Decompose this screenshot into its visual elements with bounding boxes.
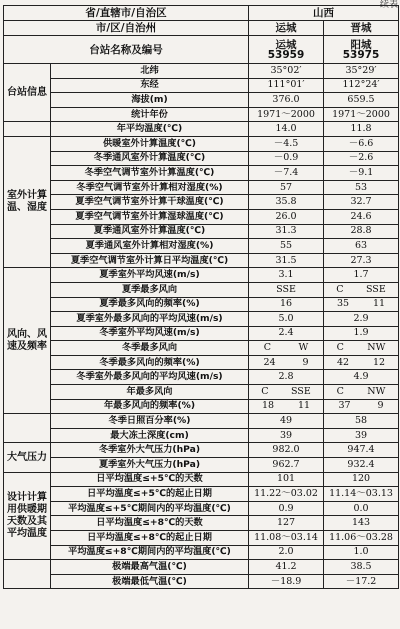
station-name: 阳城: [350, 38, 372, 51]
value-cell: 932.4: [324, 458, 399, 473]
value-part: 11: [297, 400, 311, 412]
value-cell: 143: [324, 516, 399, 531]
value-cell: 1971～2000: [249, 107, 324, 122]
table-row: [4, 224, 399, 239]
value-cell: 27.3: [324, 253, 399, 268]
item-label: 冬季通风室外计算温度(℃): [51, 151, 249, 166]
item-label: 东经: [51, 78, 249, 93]
value-cell: －18.9: [249, 574, 324, 589]
value-part: 37: [338, 400, 351, 412]
value-cell: 3.1: [249, 268, 324, 283]
value-part: C: [336, 283, 344, 295]
item-label: 日平均温度≤+8℃的起止日期: [51, 531, 249, 546]
value-cell: [249, 385, 324, 400]
table-row: [4, 136, 399, 151]
value-cell: 38.5: [324, 560, 399, 575]
table-row: [4, 268, 399, 283]
table-row: [4, 355, 399, 370]
value-cell: 2.0: [249, 545, 324, 560]
table-row: [4, 297, 399, 312]
table-row: [4, 253, 399, 268]
group-label: 台站信息: [4, 64, 51, 122]
value-cell: 28.8: [324, 224, 399, 239]
value-cell: 41.2: [249, 560, 324, 575]
item-label: 冬季空气调节室外计算温度(℃): [51, 166, 249, 181]
table-row: [4, 326, 399, 341]
table-row: [4, 560, 399, 575]
value-cell: 127: [249, 516, 324, 531]
item-label: 冬季日照百分率(%): [51, 414, 249, 429]
value-cell: [324, 341, 399, 356]
value-cell: 11.14～03.13: [324, 487, 399, 502]
value-pair: [325, 401, 397, 411]
value-cell: 24.6: [324, 209, 399, 224]
value-part: SSE: [290, 385, 311, 397]
group-label: [4, 122, 51, 137]
value-cell: 376.0: [249, 93, 324, 108]
station-name: 运城: [275, 38, 297, 51]
item-label: 统计年份: [51, 107, 249, 122]
item-label: 夏季室外大气压力(hPa): [51, 458, 249, 473]
value-part: C: [261, 385, 269, 397]
value-part: 18: [261, 400, 275, 412]
table-row: [4, 180, 399, 195]
item-label: 夏季最多风向: [51, 282, 249, 297]
table-row: [4, 78, 399, 93]
value-pair: [250, 401, 322, 411]
table-row: [4, 239, 399, 254]
table-row: [4, 64, 399, 79]
item-label: 冬季室外大气压力(hPa): [51, 443, 249, 458]
item-label: 冬季室外平均风速(m/s): [51, 326, 249, 341]
city-label: 市/区/自治州: [4, 21, 249, 36]
item-label: 夏季通风室外计算温度(℃): [51, 224, 249, 239]
value-cell: 32.7: [324, 195, 399, 210]
value-pair: [325, 358, 397, 368]
value-cell: 1.9: [324, 326, 399, 341]
item-label: 海拔(m): [51, 93, 249, 108]
station-code: 53959: [267, 48, 305, 61]
item-label: 北纬: [51, 64, 249, 79]
table-row: [4, 195, 399, 210]
station-label: 台站名称及编号: [4, 36, 249, 64]
group-label: 风向、风速及频率: [4, 268, 51, 414]
value-cell: 35°29′: [324, 64, 399, 79]
table-row: [4, 501, 399, 516]
value-cell: 0.0: [324, 501, 399, 516]
table-row: [4, 399, 399, 414]
table-row: [4, 545, 399, 560]
item-label: 夏季空气调节室外计算湿球温度(℃): [51, 209, 249, 224]
item-label: 冬季空气调节室外计算相对湿度(%): [51, 180, 249, 195]
value-cell: 659.5: [324, 93, 399, 108]
value-cell: 55: [249, 239, 324, 254]
table-row: [4, 370, 399, 385]
item-label: 平均温度≤+8℃期间内的平均温度(℃): [51, 545, 249, 560]
value-part: 24: [263, 356, 276, 368]
value-part: C: [336, 385, 344, 397]
value-cell: 962.7: [249, 458, 324, 473]
item-label: 年平均温度(℃): [51, 122, 249, 137]
value-cell: 1.0: [324, 545, 399, 560]
value-cell: 982.0: [249, 443, 324, 458]
item-label: 夏季室外最多风向的平均风速(m/s): [51, 312, 249, 327]
table-row: [4, 443, 399, 458]
header-row-city: [4, 21, 399, 36]
value-cell: 1971～2000: [324, 107, 399, 122]
value-cell: 1.7: [324, 268, 399, 283]
value-part: 42: [336, 356, 350, 368]
value-cell: 2.8: [249, 370, 324, 385]
value-cell: 58: [324, 414, 399, 429]
province-value: 山西: [249, 6, 399, 21]
value-cell: －0.9: [249, 151, 324, 166]
value-cell: －7.4: [249, 166, 324, 181]
value-cell: 11.06～03.28: [324, 531, 399, 546]
item-label: 夏季空气调节室外计算干球温度(℃): [51, 195, 249, 210]
item-label: 年最多风向: [51, 385, 249, 400]
value-cell: 14.0: [249, 122, 324, 137]
item-label: 夏季空气调节室外计算日平均温度(℃): [51, 253, 249, 268]
value-part: C: [263, 342, 272, 354]
value-cell: 112°24′: [324, 78, 399, 93]
value-cell: 57: [249, 180, 324, 195]
table-row: [4, 122, 399, 137]
item-label: 夏季室外平均风速(m/s): [51, 268, 249, 283]
station-code: 53975: [342, 48, 380, 61]
item-label: 日平均温度≤+5℃的起止日期: [51, 487, 249, 502]
value-part: NW: [367, 385, 386, 397]
item-label: 供暖室外计算温度(℃): [51, 136, 249, 151]
item-label: 夏季最多风向的频率(%): [51, 297, 249, 312]
value-cell: 111°01′: [249, 78, 324, 93]
value-cell: －9.1: [324, 166, 399, 181]
header-row-station: [4, 36, 399, 64]
value-pair: [325, 299, 397, 309]
value-cell: [324, 399, 399, 414]
group-label: 设计计算用供暖期天数及其平均温度: [4, 472, 51, 560]
item-label: 冬季最多风向: [51, 341, 249, 356]
value-part: 35: [336, 298, 350, 310]
value-cell: 11.08～03.14: [249, 531, 324, 546]
table-row: [4, 107, 399, 122]
value-cell: [324, 385, 399, 400]
value-cell: －2.6: [324, 151, 399, 166]
value-cell: 947.4: [324, 443, 399, 458]
city-name: 运城: [249, 21, 324, 36]
item-label: 冬季最多风向的频率(%): [51, 355, 249, 370]
value-part: NW: [367, 342, 386, 354]
climate-data-table: [3, 5, 399, 589]
value-cell: 2.9: [324, 312, 399, 327]
item-label: 平均温度≤+5℃期间内的平均温度(℃): [51, 501, 249, 516]
value-cell: 35°02′: [249, 64, 324, 79]
item-label: 冬季室外最多风向的平均风速(m/s): [51, 370, 249, 385]
value-cell: 16: [249, 297, 324, 312]
table-row: [4, 516, 399, 531]
value-cell: [324, 282, 399, 297]
value-cell: 35.8: [249, 195, 324, 210]
table-row: [4, 166, 399, 181]
value-cell: [249, 341, 324, 356]
province-label: 省/直辖市/自治区: [4, 6, 249, 21]
value-cell: 5.0: [249, 312, 324, 327]
table-row: [4, 209, 399, 224]
value-part: 9: [302, 356, 309, 368]
table-row: [4, 93, 399, 108]
value-cell: 63: [324, 239, 399, 254]
item-label: 最大冻土深度(cm): [51, 428, 249, 443]
value-cell: －4.5: [249, 136, 324, 151]
value-pair: [325, 285, 397, 295]
value-part: C: [336, 342, 344, 354]
value-part: SSE: [365, 283, 386, 295]
value-cell: 11.22～03.02: [249, 487, 324, 502]
value-cell: [324, 355, 399, 370]
value-pair: [325, 343, 397, 353]
table-row: [4, 487, 399, 502]
table-row: [4, 282, 399, 297]
table-row: [4, 458, 399, 473]
city-name: 晋城: [324, 21, 399, 36]
value-cell: 31.3: [249, 224, 324, 239]
group-label: 大气压力: [4, 443, 51, 472]
table-row: [4, 414, 399, 429]
item-label: 日平均温度≤+5℃的天数: [51, 472, 249, 487]
header-row-province: [4, 6, 399, 21]
group-label: 室外计算温、湿度: [4, 136, 51, 267]
value-cell: [249, 355, 324, 370]
value-pair: [250, 343, 322, 353]
value-cell: －17.2: [324, 574, 399, 589]
value-cell: 0.9: [249, 501, 324, 516]
table-row: [4, 312, 399, 327]
value-cell: [249, 399, 324, 414]
value-cell: 53: [324, 180, 399, 195]
table-row: [4, 341, 399, 356]
value-cell: 26.0: [249, 209, 324, 224]
value-cell: －6.6: [324, 136, 399, 151]
value-cell: 39: [324, 428, 399, 443]
group-label: [4, 560, 51, 589]
value-cell: 31.5: [249, 253, 324, 268]
table-row: [4, 531, 399, 546]
value-cell: 2.4: [249, 326, 324, 341]
value-part: W: [298, 342, 309, 354]
value-part: 9: [377, 400, 384, 412]
value-cell: 101: [249, 472, 324, 487]
value-cell: 120: [324, 472, 399, 487]
table-row: [4, 574, 399, 589]
item-label: 极端最高气温(℃): [51, 560, 249, 575]
value-cell: [324, 297, 399, 312]
item-label: 夏季通风室外计算相对湿度(%): [51, 239, 249, 254]
value-cell: SSE: [249, 282, 324, 297]
item-label: 年最多风向的频率(%): [51, 399, 249, 414]
continued-note: 续表: [379, 0, 398, 10]
item-label: 极端最低气温(℃): [51, 574, 249, 589]
value-part: 11: [372, 298, 386, 310]
value-cell: 4.9: [324, 370, 399, 385]
station-cell: [324, 36, 399, 64]
value-pair: [250, 387, 322, 397]
table-row: [4, 472, 399, 487]
table-row: [4, 385, 399, 400]
station-cell: [249, 36, 324, 64]
table-row: [4, 151, 399, 166]
value-cell: 49: [249, 414, 324, 429]
value-cell: 39: [249, 428, 324, 443]
table-row: [4, 428, 399, 443]
value-pair: [325, 387, 397, 397]
item-label: 日平均温度≤+8℃的天数: [51, 516, 249, 531]
value-cell: 11.8: [324, 122, 399, 137]
value-pair: [250, 358, 322, 368]
group-label: [4, 414, 51, 443]
value-part: 12: [372, 356, 386, 368]
